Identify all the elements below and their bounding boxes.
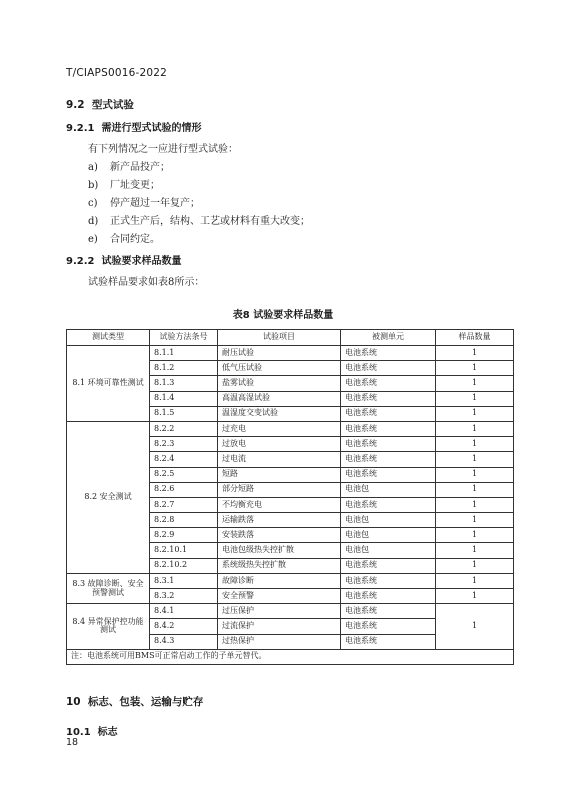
qty-cell: 1 [436, 482, 514, 497]
table-header-row [67, 330, 514, 346]
category-cell: 8.2 安全测试 [67, 421, 150, 573]
clause-cell: 8.1.5 [150, 406, 218, 421]
clause-cell: 8.2.10.1 [150, 543, 218, 558]
unit-cell: 电池系统 [341, 406, 436, 421]
unit-cell: 电池系统 [341, 346, 436, 361]
qty-cell: 1 [436, 346, 514, 361]
header-sample-quantity: 样品数量 [436, 330, 514, 346]
item-cell: 过压保护 [218, 604, 341, 619]
section-number: 9.2 [66, 99, 85, 111]
table-row [67, 421, 514, 436]
list-item [88, 176, 160, 191]
list-text: 新产品投产； [110, 162, 170, 173]
list-item [88, 194, 200, 209]
section-9-2-1-heading [66, 119, 201, 134]
clause-cell: 8.1.1 [150, 346, 218, 361]
unit-cell: 电池系统 [341, 558, 436, 573]
clause-cell: 8.1.3 [150, 376, 218, 391]
table-note: 注：电池系统可用BMS可正常启动工作的子单元替代。 [67, 649, 514, 664]
qty-cell: 1 [436, 589, 514, 604]
section-10-1-heading [66, 723, 118, 738]
clause-cell: 8.3.1 [150, 573, 218, 588]
qty-cell: 1 [436, 406, 514, 421]
unit-cell: 电池包 [341, 543, 436, 558]
clause-cell: 8.4.3 [150, 634, 218, 649]
unit-cell: 电池系统 [341, 573, 436, 588]
item-cell: 低气压试验 [218, 361, 341, 376]
unit-cell: 电池系统 [341, 421, 436, 436]
clause-cell: 8.2.8 [150, 513, 218, 528]
clause-cell: 8.3.2 [150, 589, 218, 604]
clause-cell: 8.2.10.2 [150, 558, 218, 573]
item-cell: 系统级热失控扩散 [218, 558, 341, 573]
category-cell: 8.4 异常保护控功能测试 [67, 604, 150, 650]
section-title: 标志 [97, 727, 118, 738]
item-cell: 部分短路 [218, 482, 341, 497]
section-9-2-heading [66, 97, 134, 112]
clause-cell: 8.1.2 [150, 361, 218, 376]
section-number: 10.1 [66, 727, 91, 738]
unit-cell: 电池系统 [341, 497, 436, 512]
section-number: 10 [66, 696, 81, 708]
list-text: 停产超过一年复产； [110, 198, 200, 209]
table-row [67, 573, 514, 588]
qty-cell: 1 [436, 528, 514, 543]
section-10-heading [66, 694, 203, 709]
unit-cell: 电池包 [341, 528, 436, 543]
section-9-2-2-heading [66, 252, 181, 267]
item-cell: 不均衡充电 [218, 497, 341, 512]
clause-cell: 8.2.6 [150, 482, 218, 497]
clause-cell: 8.2.3 [150, 437, 218, 452]
unit-cell: 电池系统 [341, 376, 436, 391]
clause-cell: 8.2.5 [150, 467, 218, 482]
clause-cell: 8.2.4 [150, 452, 218, 467]
qty-cell: 1 [436, 437, 514, 452]
clause-cell: 8.2.7 [150, 497, 218, 512]
category-cell: 8.3 故障诊断、安全预警测试 [67, 573, 150, 603]
category-cell: 8.1 环境可靠性测试 [67, 346, 150, 422]
document-id: T/CIAPS0016-2022 [66, 67, 167, 79]
header-test-type: 测试类型 [67, 330, 150, 346]
header-method-clause: 试验方法条号 [150, 330, 218, 346]
item-cell: 过电流 [218, 452, 341, 467]
section-title: 需进行型式试验的情形 [101, 123, 202, 134]
list-marker: e) [88, 234, 98, 245]
table-reference-paragraph: 试验样品要求如表8所示： [88, 277, 205, 288]
item-cell: 过放电 [218, 437, 341, 452]
unit-cell: 电池包 [341, 513, 436, 528]
clause-cell: 8.4.1 [150, 604, 218, 619]
item-cell: 安装跌落 [218, 528, 341, 543]
unit-cell: 电池系统 [341, 604, 436, 619]
unit-cell: 电池系统 [341, 634, 436, 649]
page-number: 18 [66, 737, 79, 748]
qty-cell: 1 [436, 376, 514, 391]
unit-cell: 电池系统 [341, 437, 436, 452]
table-note-row [67, 649, 514, 664]
qty-cell: 1 [436, 467, 514, 482]
qty-cell: 1 [436, 361, 514, 376]
section-number: 9.2.1 [66, 123, 95, 134]
item-cell: 过充电 [218, 421, 341, 436]
qty-cell: 1 [436, 497, 514, 512]
intro-paragraph: 有下列情况之一应进行型式试验： [88, 144, 238, 155]
item-cell: 温湿度交变试验 [218, 406, 341, 421]
list-marker: b) [88, 180, 99, 191]
section-title: 标志、包装、运输与贮存 [87, 696, 204, 708]
item-cell: 耐压试验 [218, 346, 341, 361]
section-title: 试验要求样品数量 [101, 256, 182, 267]
table-caption: 表8 试验要求样品数量 [232, 310, 334, 321]
unit-cell: 电池系统 [341, 619, 436, 634]
list-text: 正式生产后，结构、工艺或材料有重大改变； [110, 216, 310, 227]
clause-cell: 8.2.2 [150, 421, 218, 436]
item-cell: 短路 [218, 467, 341, 482]
table-row [67, 604, 514, 619]
list-marker: c) [88, 198, 98, 209]
clause-cell: 8.1.4 [150, 391, 218, 406]
unit-cell: 电池系统 [341, 452, 436, 467]
section-number: 9.2.2 [66, 256, 95, 267]
qty-cell: 1 [436, 452, 514, 467]
qty-cell: 1 [436, 391, 514, 406]
item-cell: 安全预警 [218, 589, 341, 604]
clause-cell: 8.4.2 [150, 619, 218, 634]
sample-quantity-table [66, 329, 514, 665]
list-item [88, 212, 310, 227]
item-cell: 高温高湿试验 [218, 391, 341, 406]
unit-cell: 电池系统 [341, 391, 436, 406]
list-text: 合同约定。 [110, 234, 160, 245]
unit-cell: 电池系统 [341, 589, 436, 604]
clause-cell: 8.2.9 [150, 528, 218, 543]
item-cell: 过热保护 [218, 634, 341, 649]
item-cell: 盐雾试验 [218, 376, 341, 391]
list-item [88, 158, 170, 173]
qty-cell: 1 [436, 558, 514, 573]
qty-cell: 1 [436, 421, 514, 436]
unit-cell: 电池系统 [341, 361, 436, 376]
qty-cell: 1 [436, 543, 514, 558]
item-cell: 电池包级热失控扩散 [218, 543, 341, 558]
merged-qty-cell: 1 [436, 604, 514, 650]
unit-cell: 电池包 [341, 482, 436, 497]
table-row [67, 346, 514, 361]
list-marker: d) [88, 216, 99, 227]
header-test-item: 试验项目 [218, 330, 341, 346]
list-marker: a) [88, 162, 98, 173]
qty-cell: 1 [436, 513, 514, 528]
item-cell: 过流保护 [218, 619, 341, 634]
list-item [88, 230, 160, 245]
unit-cell: 电池系统 [341, 467, 436, 482]
item-cell: 运输跌落 [218, 513, 341, 528]
list-text: 厂址变更； [110, 180, 160, 191]
qty-cell: 1 [436, 573, 514, 588]
section-title: 型式试验 [91, 99, 134, 111]
item-cell: 故障诊断 [218, 573, 341, 588]
header-unit-under-test: 被测单元 [341, 330, 436, 346]
